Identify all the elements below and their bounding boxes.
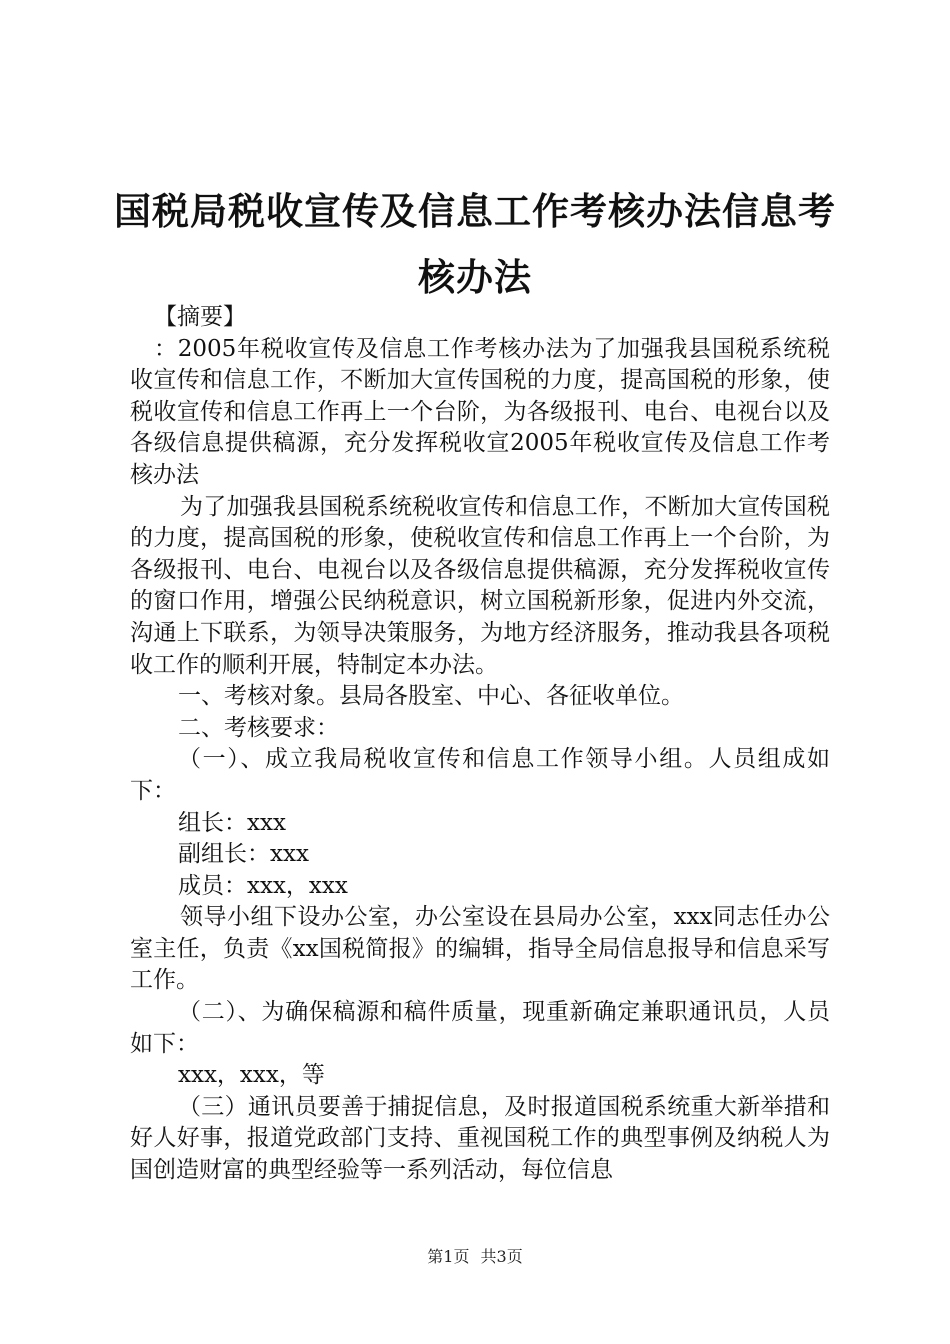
item-paragraph-1: （一）、成立我局税收宣传和信息工作领导小组。人员组成如下： bbox=[130, 746, 830, 804]
leader-line: 组长：xxx bbox=[178, 809, 286, 836]
office-paragraph: 领导小组下设办公室，办公室设在县局办公室，xxx同志任办公室主任，负责《xx国税简报》的编辑，指导全局信息报导和信息采写工作。 bbox=[130, 904, 830, 994]
page-footer bbox=[0, 1244, 950, 1267]
page-total: 共3页 bbox=[480, 1247, 523, 1266]
page-number: 第1页 bbox=[427, 1247, 470, 1266]
intro-paragraph: 为了加强我县国税系统税收宣传和信息工作，不断加大宣传国税的力度，提高国税的形象，使税收宣传和信息工作再上一个台阶，为各级报刊、电台、电视台以及各级信息提供稿源，充分发挥税收宣传的窗口作用，增强公民纳税意识，树立国税新形象，促进内外交流，沟通上下联系，为领导决策服务，为地方经济服务，推动我县各项税收工作的顺利开展，特制定本办法。 bbox=[130, 493, 830, 678]
section-heading-2: 二、考核要求： bbox=[178, 714, 339, 741]
abstract-paragraph: ：2005年税收宣传及信息工作考核办法为了加强我县国税系统税收宣传和信息工作，不断加大宣传国税的力度，提高国税的形象，使税收宣传和信息工作再上一个台阶，为各级报刊、电台、电视台以及各级信息提供稿源，充分发挥税收宣2005年税收宣传及信息工作考核办法 bbox=[130, 335, 830, 488]
deputy-line: 副组长：xxx bbox=[178, 841, 309, 868]
abstract-label: 【摘要】 bbox=[154, 304, 246, 330]
document-title: 国税局税收宣传及信息工作考核办法信息考核办法 bbox=[114, 189, 836, 299]
section-heading-1: 一、考核对象。县局各股室、中心、各征收单位。 bbox=[178, 683, 684, 710]
correspondents-line: xxx，xxx，等 bbox=[178, 1062, 325, 1089]
document-body bbox=[130, 302, 830, 1187]
item-paragraph-3: （三）通讯员要善于捕捉信息，及时报道国税系统重大新举措和好人好事，报道党政部门支持、重视国税工作的典型事例及纳税人为国创造财富的典型经验等一系列活动，每位信息 bbox=[130, 1093, 830, 1184]
item-paragraph-2: （二）、为确保稿源和稿件质量，现重新确定兼职通讯员，人员如下： bbox=[130, 999, 830, 1057]
members-line: 成员：xxx，xxx bbox=[178, 872, 348, 899]
